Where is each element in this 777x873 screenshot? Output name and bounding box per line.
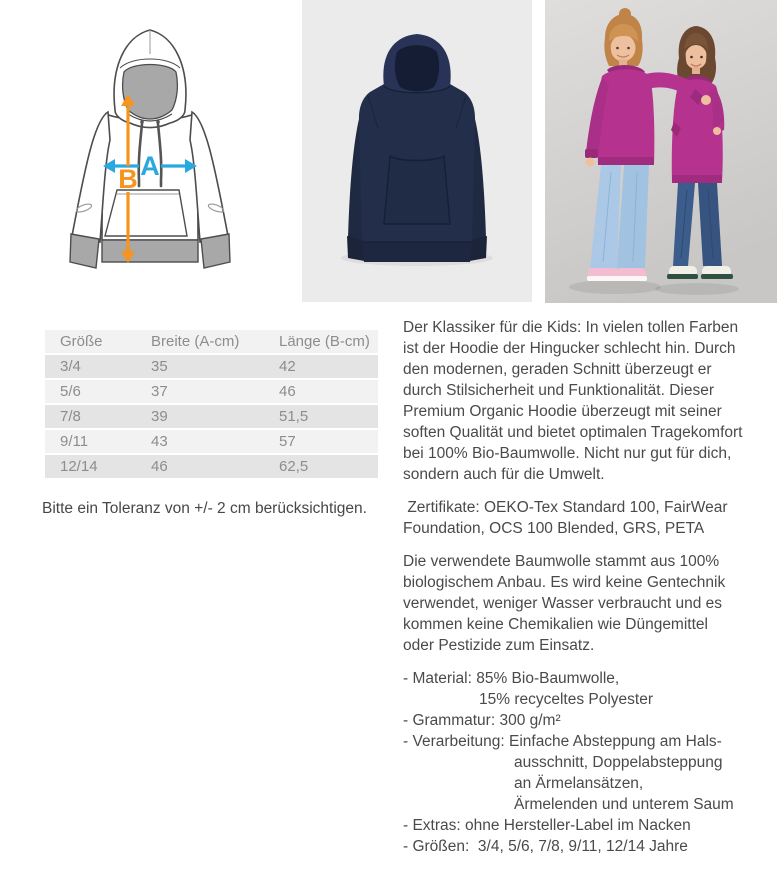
description-certificates-paragraph: Zertifikate: OEKO-Tex Standard 100, FairWear Foundation, OCS 100 Blended, GRS, PETA (403, 499, 732, 537)
detail-material-line1: - Material: 85% Bio-Baumwolle, (403, 670, 620, 687)
detail-verarbeitung-line4: Ärmelenden und unterem Saum (514, 796, 734, 813)
detail-verarbeitung-line2: ausschnitt, Doppelabsteppung (514, 754, 723, 771)
table-row (45, 430, 378, 453)
length-label: B (118, 164, 138, 194)
length-cell: 62,5 (264, 455, 378, 478)
size-cell: 5/6 (45, 380, 136, 403)
size-cell: 3/4 (45, 355, 136, 378)
length-cell: 46 (264, 380, 378, 403)
length-cell: 57 (264, 430, 378, 453)
width-cell: 43 (136, 430, 264, 453)
model-photo-kids[interactable] (545, 0, 777, 303)
kids-wearing-hoodies-image (545, 0, 777, 303)
navy-hoodie-image (302, 0, 532, 302)
width-cell: 35 (136, 355, 264, 378)
size-cell: 7/8 (45, 405, 136, 428)
description-intro-paragraph: Der Klassiker für die Kids: In vielen tollen Farben ist der Hoodie der Hingucker schlecht hin. Durch den modernen, geraden Schnitt überzeugt er durch Stilsicherheit und Funktionalität. Dieser Premium Organic Hoodie überzeugt mit seiner soften Qualität und bietet optimalen Tragekomfort bei 100% Bio-Baumwolle. Nicht nur gut für dich, sondern auch für die Umwelt. (403, 319, 747, 483)
length-cell: 42 (264, 355, 378, 378)
length-cell: 51,5 (264, 405, 378, 428)
product-photo-navy-hoodie[interactable] (302, 0, 532, 302)
detail-grammatur: - Grammatur: 300 g/m² (403, 712, 561, 729)
detail-material-line2: 15% recyceltes Polyester (479, 691, 654, 708)
column-header-size: Größe (45, 330, 136, 353)
column-header-width: Breite (A-cm) (136, 330, 264, 353)
description-cotton-paragraph: Die verwendete Baumwolle stammt aus 100% biologischem Anbau. Es wird keine Gentechnik verwendet, weniger Wasser verbraucht und es kommen keine Chemikalien wie Düngemittel oder Pestizide zum Einsatz. (403, 553, 730, 654)
measurement-diagram-image[interactable] (62, 22, 238, 276)
product-description (403, 317, 747, 857)
width-cell: 46 (136, 455, 264, 478)
size-chart-header-row (45, 330, 378, 353)
size-chart-table (45, 328, 378, 480)
table-row (45, 405, 378, 428)
hoodie-measurement-diagram-icon (62, 22, 238, 276)
size-cell: 9/11 (45, 430, 136, 453)
tolerance-note: Bitte ein Toleranz von +/- 2 cm berücksichtigen. (42, 500, 367, 517)
table-row (45, 455, 378, 478)
table-row (45, 355, 378, 378)
width-label: A (140, 151, 160, 181)
detail-groessen: - Größen: 3/4, 5/6, 7/8, 9/11, 12/14 Jahre (403, 838, 688, 855)
table-row (45, 380, 378, 403)
detail-verarbeitung-line3: an Ärmelansätzen, (514, 775, 644, 792)
detail-verarbeitung-line1: - Verarbeitung: Einfache Absteppung am Hals- (403, 733, 722, 750)
pocket-outline (105, 190, 187, 236)
detail-extras: - Extras: ohne Hersteller-Label im Nacken (403, 817, 691, 834)
width-cell: 39 (136, 405, 264, 428)
width-cell: 37 (136, 380, 264, 403)
column-header-length: Länge (B-cm) (264, 330, 378, 353)
size-cell: 12/14 (45, 455, 136, 478)
description-details-list (403, 668, 743, 857)
pocket (384, 156, 450, 224)
